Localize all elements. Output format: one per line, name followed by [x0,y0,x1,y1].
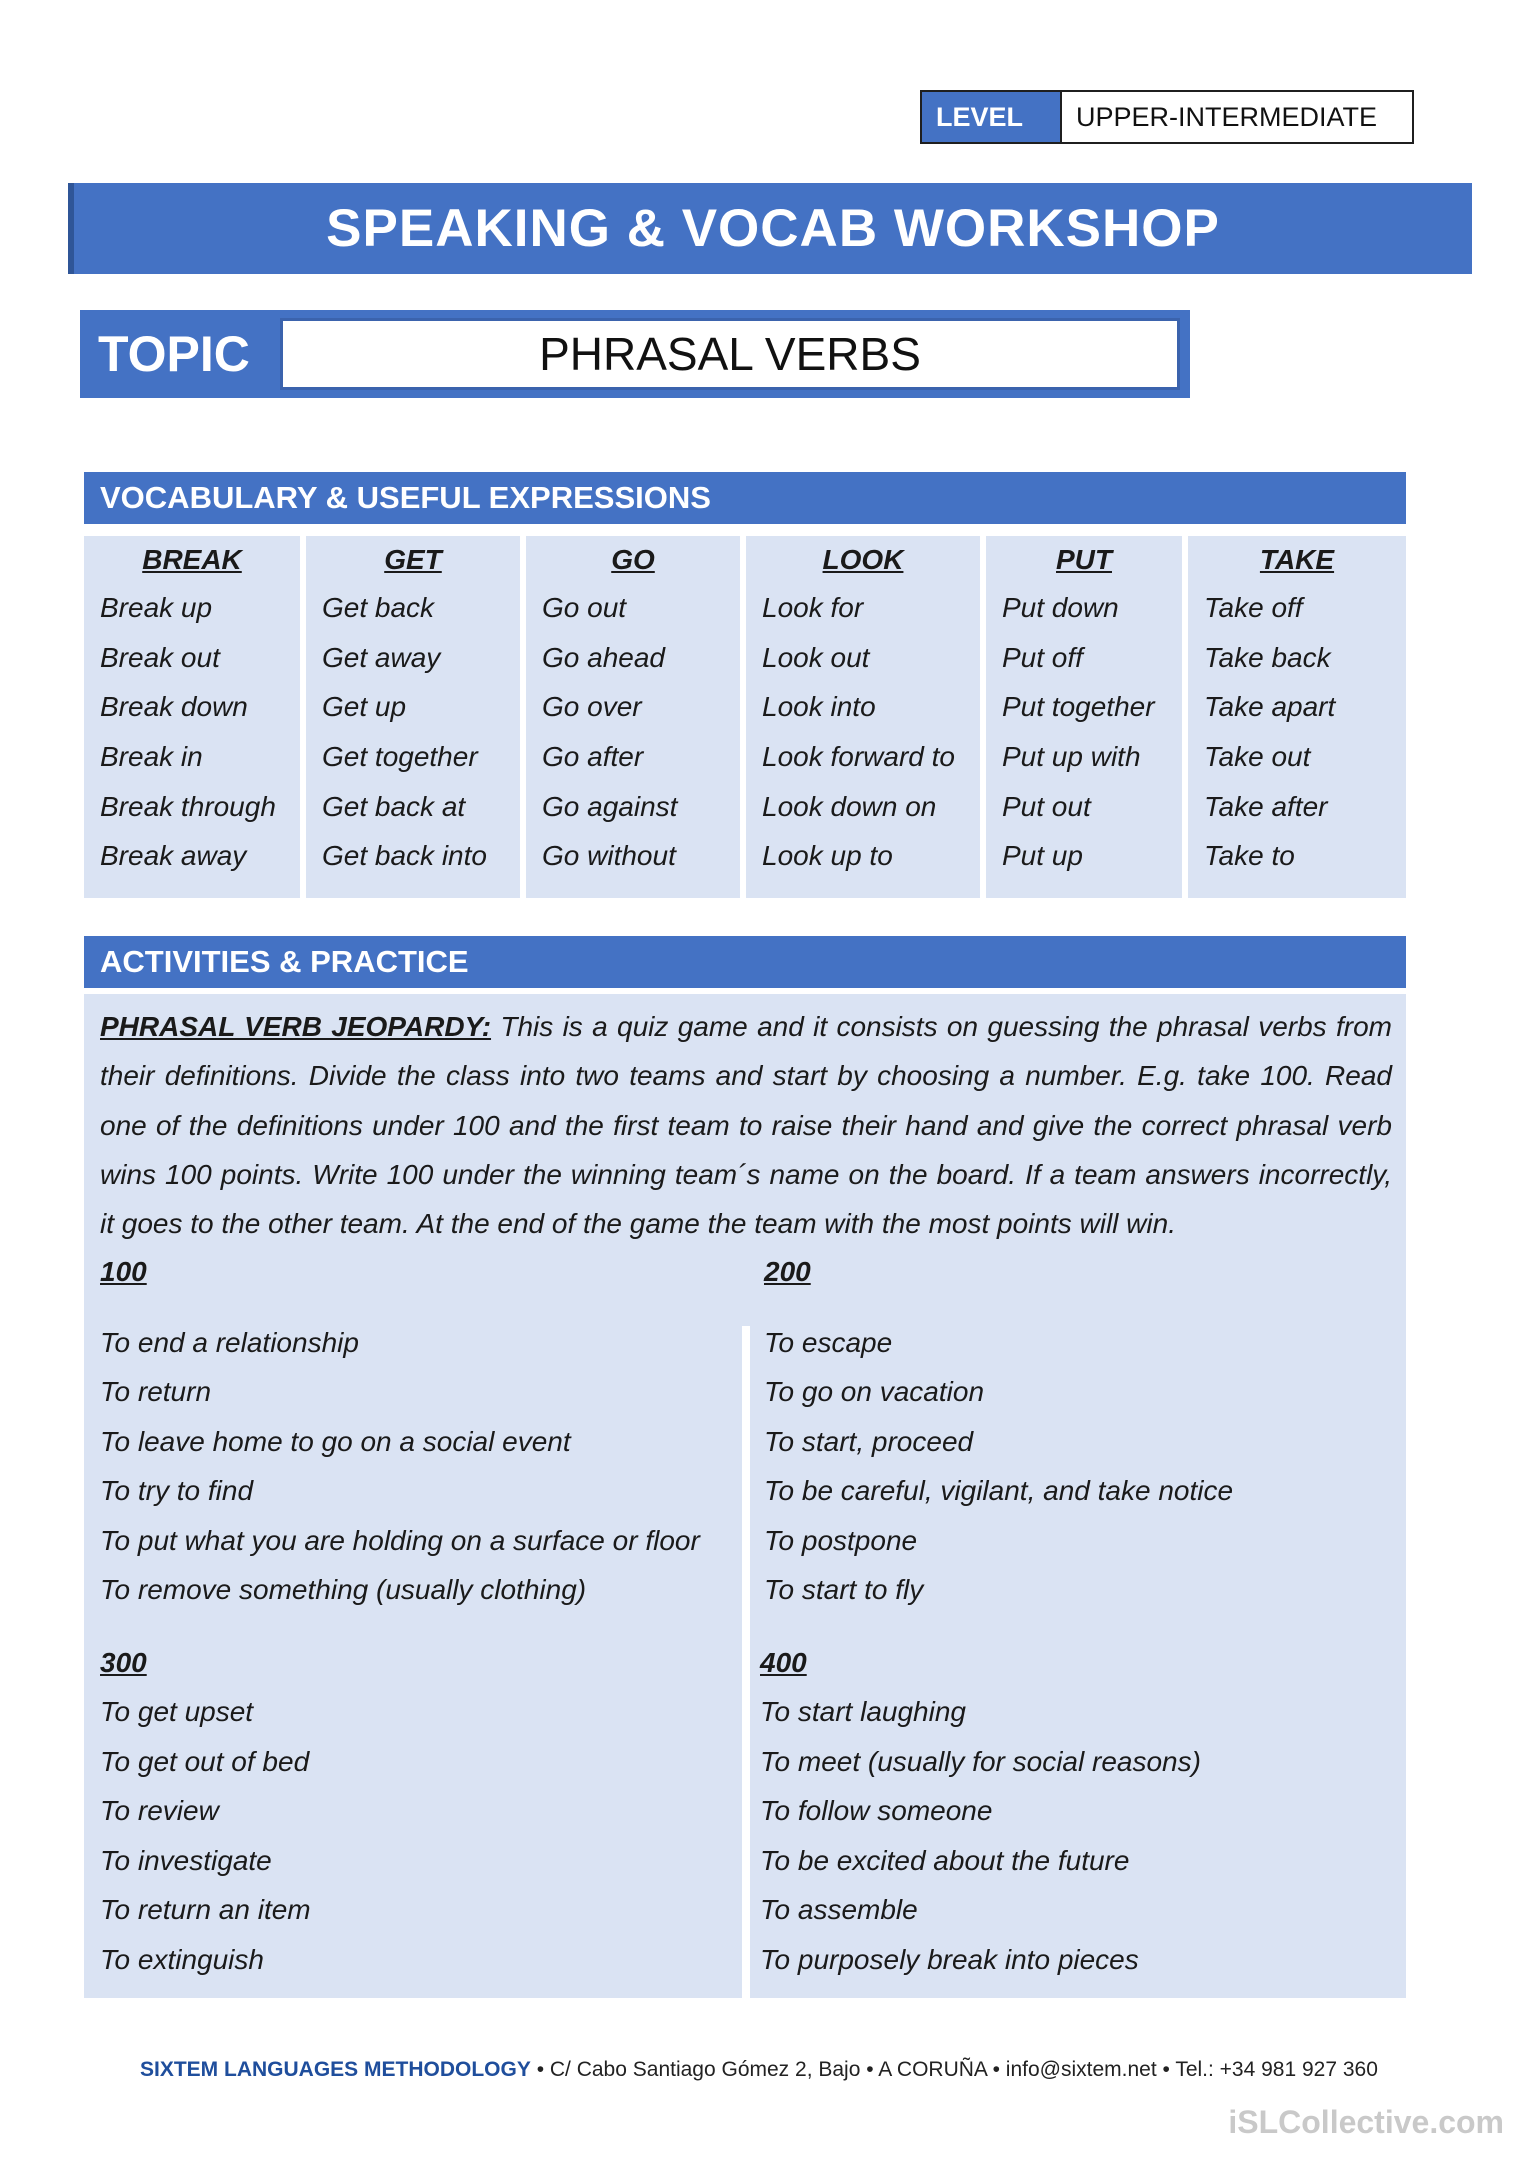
definition-item: To be careful, vigilant, and take notice [764,1475,1234,1506]
vocab-column-go [526,536,740,898]
vocab-item: Go after [542,741,644,772]
page-title: SPEAKING & VOCAB WORKSHOP [68,183,1472,274]
vocab-item: Look up to [762,840,893,871]
vocab-item: Put together [1002,691,1155,722]
footer-contact: • C/ Cabo Santiago Gómez 2, Bajo • A CORUÑA • info@sixtem.net • Tel.: +34 981 927 360 [530,2058,1378,2081]
definition-item: To assemble [760,1894,918,1925]
activity-instructions [100,1002,1392,1248]
definition-item: To end a relationship [100,1327,359,1358]
definition-item: To return an item [100,1894,311,1925]
vocab-item: Go against [542,791,678,822]
vocab-item: Put up [1002,840,1083,871]
activity-description: This is a quiz game and it consists on guessing the phrasal verbs from their definitions. Divide the class into two teams and start by choosing a number. E.g. take 100. Read one of the definitions under 100 and the first team to raise their hand and give the correct phrasal verb wins 100 points. Write 100 under the winning team´s name on the board. If a team answers incorrectly, it goes to the other team. At the end of the game the team with the most points will win. [100,1011,1392,1240]
definition-item: To review [100,1795,219,1826]
vocab-item: Take apart [1204,691,1336,722]
vocab-item: Look down on [762,791,937,822]
definition-item: To meet (usually for social reasons) [760,1746,1201,1777]
definition-item: To leave home to go on a social event [100,1426,571,1457]
vocab-column-title: GET [384,544,442,575]
footer-brand: SIXTEM LANGUAGES METHODOLOGY [140,2058,531,2081]
vocab-item: Get together [322,741,478,772]
definition-item: To start to fly [764,1574,924,1605]
vocab-item: Look out [762,642,870,673]
vocab-item: Break down [100,691,248,722]
vocab-item: Put down [1002,592,1119,623]
definition-item: To escape [764,1327,893,1358]
definition-item: To get out of bed [100,1746,310,1777]
column-divider [742,1326,750,1998]
vocab-item: Get up [322,691,407,722]
definition-item: To purposely break into pieces [760,1944,1139,1975]
vocab-item: Get back at [322,791,466,822]
vocab-item: Put off [1002,642,1083,673]
watermark: iSLCollective.com [1228,2104,1504,2140]
points-100-heading: 100 [100,1256,147,1287]
vocab-column-title: GO [611,544,655,575]
definition-item: To investigate [100,1845,272,1876]
vocab-column-break [84,536,300,898]
definition-item: To get upset [100,1696,254,1727]
level-value: UPPER-INTERMEDIATE [1076,101,1378,132]
vocab-column-get [306,536,520,898]
definition-item: To start, proceed [764,1426,974,1457]
vocab-item: Take to [1204,840,1295,871]
vocab-item: Look into [762,691,876,722]
definition-item: To try to find [100,1475,254,1506]
definition-item: To be excited about the future [760,1845,1130,1876]
vocab-item: Get away [322,642,441,673]
vocab-item: Take out [1204,741,1311,772]
vocab-item: Break out [100,642,220,673]
vocab-item: Look forward to [762,741,955,772]
topic-value: PHRASAL VERBS [280,318,1180,390]
level-box [920,90,1414,144]
vocab-column-put [986,536,1182,898]
definition-item: To start laughing [760,1696,966,1727]
vocab-column-title: LOOK [822,544,904,575]
definition-item: To go on vacation [764,1376,985,1407]
points-400-heading: 400 [760,1647,807,1678]
vocab-item: Put up with [1002,741,1141,772]
vocab-item: Go over [542,691,642,722]
points-200-heading: 200 [764,1256,811,1287]
level-label: LEVEL [922,92,1062,142]
vocab-column-title: BREAK [142,544,242,575]
activities-section-header: ACTIVITIES & PRACTICE [84,936,1406,988]
activity-title: PHRASAL VERB JEOPARDY: [100,1011,492,1042]
topic-label: TOPIC [98,326,250,382]
vocab-column-look [746,536,980,898]
vocab-item: Go ahead [542,642,665,673]
topic-box [80,310,1190,398]
vocab-item: Get back into [322,840,487,871]
footer [140,2058,1440,2082]
vocab-item: Get back [322,592,435,623]
definition-item: To follow someone [760,1795,993,1826]
points-300-heading: 300 [100,1647,147,1678]
vocab-column-title: PUT [1056,544,1112,575]
vocab-item: Go without [542,840,676,871]
vocab-item: Take off [1204,592,1303,623]
vocab-column-title: TAKE [1259,544,1335,575]
definition-item: To postpone [764,1525,918,1556]
vocab-item: Break through [100,791,276,822]
vocab-item: Put out [1002,791,1091,822]
definition-item: To extinguish [100,1944,264,1975]
definition-item: To return [100,1376,212,1407]
vocab-item: Break away [100,840,247,871]
vocab-item: Go out [542,592,627,623]
definition-item: To remove something (usually clothing) [100,1574,587,1605]
vocab-item: Take back [1204,642,1331,673]
vocab-item: Break in [100,741,203,772]
vocab-item: Break up [100,592,213,623]
vocab-item: Take after [1204,791,1328,822]
definition-item: To put what you are holding on a surface or floor [100,1525,700,1556]
vocab-column-take [1188,536,1406,898]
vocab-item: Look for [762,592,864,623]
vocab-section-header: VOCABULARY & USEFUL EXPRESSIONS [84,472,1406,524]
